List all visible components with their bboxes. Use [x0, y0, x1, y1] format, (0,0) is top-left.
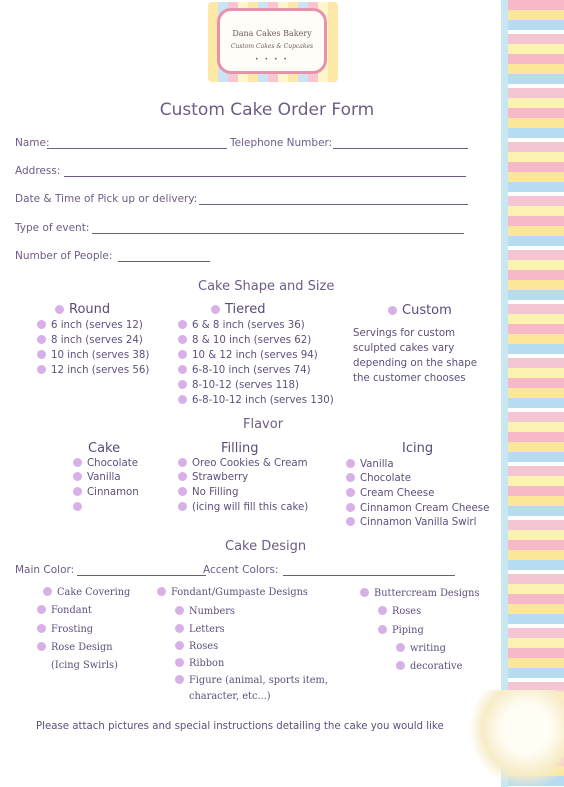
cupcake-illustration	[470, 690, 564, 787]
tiered-size-option[interactable]: 6-8-10-12 inch (serves 130)	[178, 394, 334, 408]
fondant-option[interactable]: Figure (animal, sports item,	[175, 674, 328, 687]
icing-option[interactable]: Cinnamon Cream Cheese	[346, 502, 489, 516]
tiered-option[interactable]: Tiered	[211, 302, 265, 317]
address-label: Address:	[15, 165, 61, 177]
tiered-size-option[interactable]: 6 & 8 inch (serves 36)	[178, 319, 305, 333]
piping-option[interactable]: writing	[396, 642, 446, 655]
bakery-logo	[208, 2, 338, 82]
covering-option[interactable]: Rose Design	[37, 641, 113, 654]
fondant-option[interactable]: Numbers	[175, 605, 235, 618]
filling-option[interactable]: No Filling	[178, 486, 238, 500]
telephone-label: Telephone Number:	[230, 137, 333, 149]
logo-frame	[217, 8, 327, 74]
name-field[interactable]	[47, 148, 227, 149]
round-radio[interactable]	[55, 305, 64, 314]
buttercream-option[interactable]: Roses	[378, 605, 421, 618]
event-field[interactable]	[92, 233, 464, 234]
footer-instructions: Please attach pictures and special instructions detailing the cake you would like	[36, 721, 444, 732]
rose-design-note: (Icing Swirls)	[51, 660, 118, 671]
cake-covering-option[interactable]: Cake Covering	[43, 586, 130, 599]
tiered-size-option[interactable]: 8-10-12 (serves 118)	[178, 379, 299, 393]
logo-name: Dana Cakes Bakery	[232, 29, 312, 38]
accent-colors-field[interactable]	[283, 575, 455, 576]
filling-option[interactable]: Oreo Cookies & Cream	[178, 457, 308, 471]
fondant-option[interactable]: Ribbon	[175, 657, 224, 670]
main-color-field[interactable]	[77, 575, 206, 576]
custom-option[interactable]: Custom	[388, 303, 452, 318]
icing-option[interactable]: Vanilla	[346, 458, 394, 472]
filling-option[interactable]: (icing will fill this cake)	[178, 501, 308, 515]
tiered-radio[interactable]	[211, 305, 220, 314]
custom-note: Servings for custom sculpted cakes vary depending on the shape the customer chooses	[353, 328, 478, 384]
logo-dots: • • • •	[255, 56, 289, 63]
fondant-option[interactable]: Roses	[175, 640, 218, 653]
design-heading: Cake Design	[225, 539, 307, 554]
accent-colors-label: Accent Colors:	[203, 564, 279, 576]
cake-flavor-heading: Cake	[88, 441, 121, 456]
people-field[interactable]	[118, 261, 210, 262]
fondant-designs-option[interactable]: Fondant/Gumpaste Designs	[157, 586, 308, 599]
form-title: Custom Cake Order Form	[159, 100, 375, 120]
shape-heading: Cake Shape and Size	[198, 279, 335, 294]
cake-flavor-option[interactable]: Cinnamon	[73, 486, 139, 500]
round-size-option[interactable]: 10 inch (serves 38)	[37, 349, 149, 363]
figure-note: character, etc...)	[189, 691, 271, 702]
round-size-option[interactable]: 6 inch (serves 12)	[37, 319, 143, 333]
filling-option[interactable]: Strawberry	[178, 471, 248, 485]
event-label: Type of event:	[15, 222, 90, 234]
icing-option[interactable]: Cream Cheese	[346, 487, 434, 501]
piping-option[interactable]: decorative	[396, 660, 462, 673]
filling-heading: Filling	[221, 441, 259, 456]
icing-option[interactable]: Cinnamon Vanilla Swirl	[346, 516, 476, 530]
name-label: Name:	[15, 137, 50, 149]
icing-heading: Icing	[402, 441, 434, 456]
buttercream-option[interactable]: Piping	[378, 624, 424, 637]
address-field[interactable]	[64, 176, 466, 177]
telephone-field[interactable]	[333, 148, 468, 149]
covering-option[interactable]: Frosting	[37, 623, 93, 636]
cake-flavor-option[interactable]: Vanilla	[73, 471, 121, 485]
tiered-size-option[interactable]: 6-8-10 inch (serves 74)	[178, 364, 311, 378]
custom-radio[interactable]	[388, 306, 397, 315]
covering-option[interactable]: Fondant	[37, 604, 92, 617]
people-label: Number of People:	[15, 250, 113, 262]
tiered-size-option[interactable]: 10 & 12 inch (serves 94)	[178, 349, 318, 363]
logo-tagline: Custom Cakes & Cupcakes	[230, 43, 314, 50]
main-color-label: Main Color:	[15, 564, 75, 576]
round-option[interactable]: Round	[55, 302, 110, 317]
pickup-label: Date & Time of Pick up or delivery:	[15, 193, 198, 205]
buttercream-designs-option[interactable]: Buttercream Designs	[360, 587, 480, 600]
fondant-option[interactable]: Letters	[175, 623, 225, 636]
pickup-field[interactable]	[199, 204, 468, 205]
tiered-size-option[interactable]: 8 & 10 inch (serves 62)	[178, 334, 311, 348]
flavor-heading: Flavor	[243, 417, 284, 432]
cake-flavor-option[interactable]: Chocolate	[73, 457, 138, 471]
icing-option[interactable]: Chocolate	[346, 472, 411, 486]
round-size-option[interactable]: 12 inch (serves 56)	[37, 364, 149, 378]
cake-flavor-option-blank[interactable]	[73, 501, 87, 515]
round-size-option[interactable]: 8 inch (serves 24)	[37, 334, 143, 348]
